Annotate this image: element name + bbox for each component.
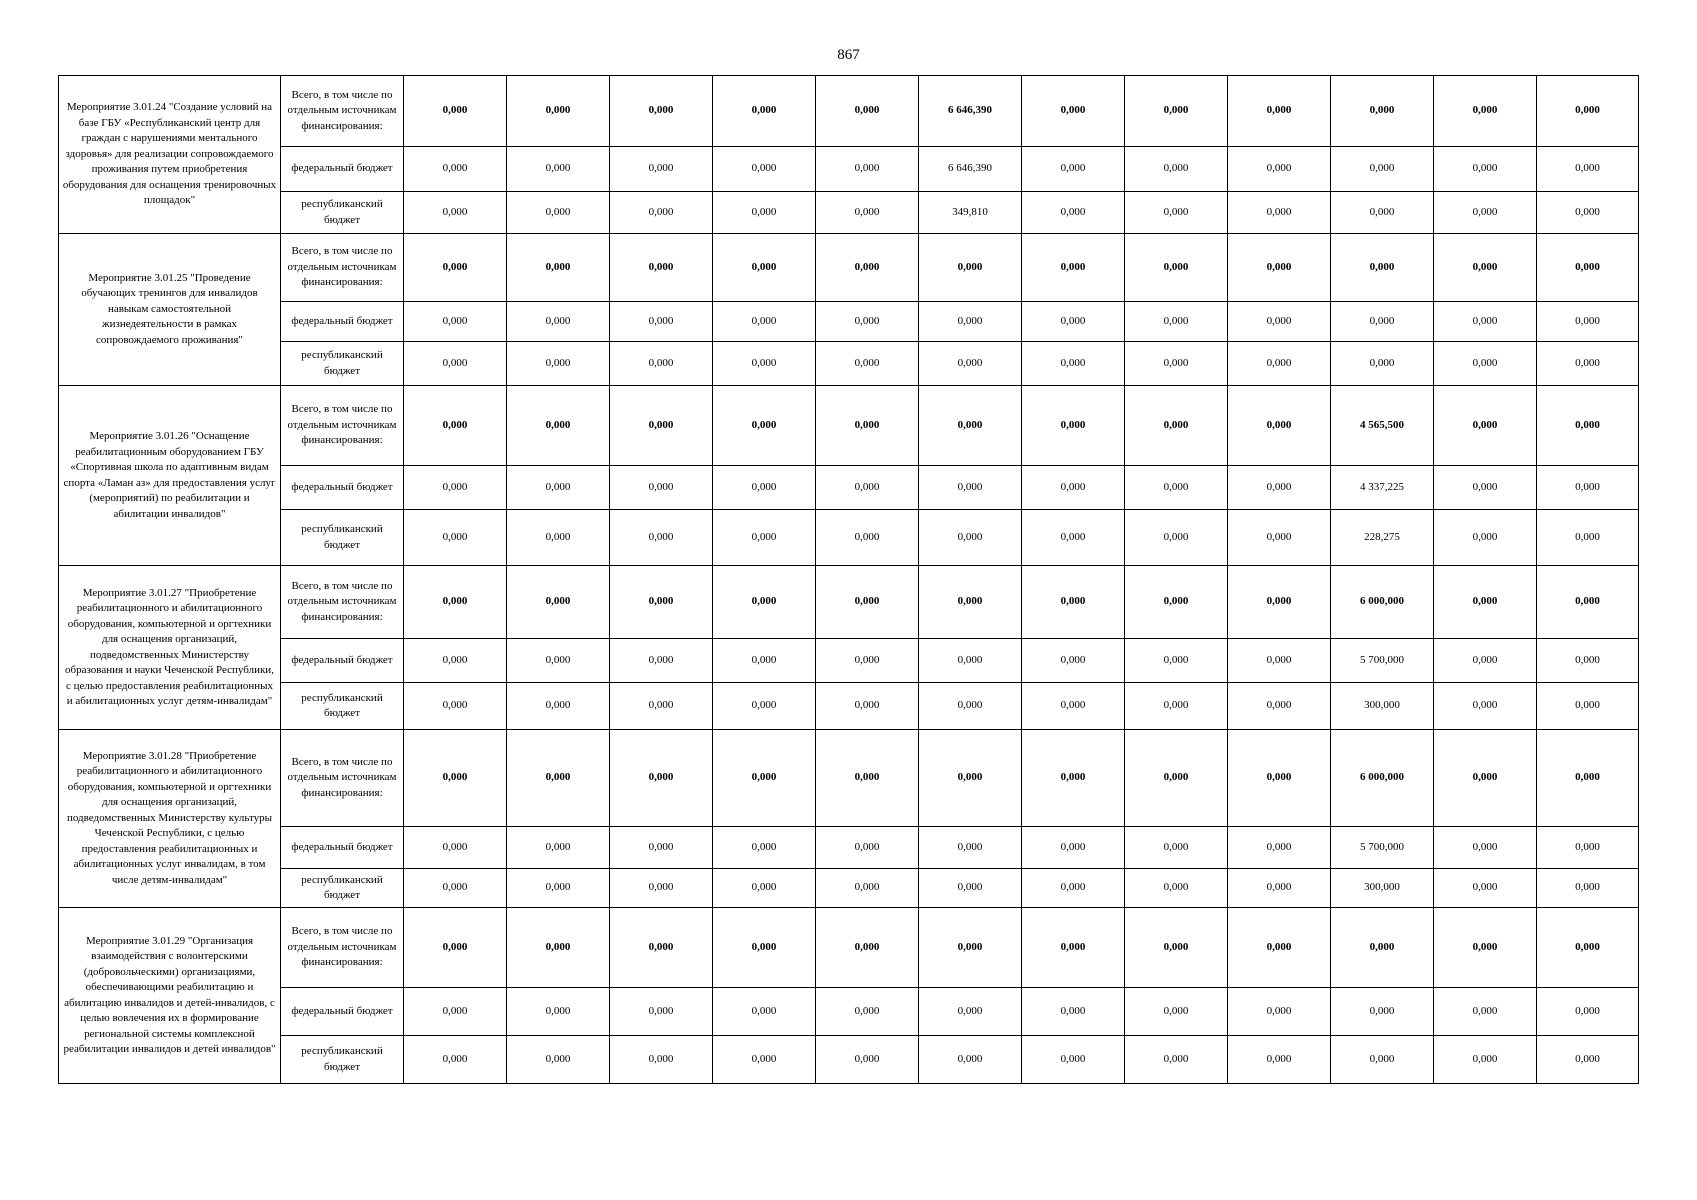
funding-source: Всего, в том числе по отдельным источникам финансирования: [281, 76, 404, 147]
value-cell: 0,000 [507, 76, 610, 147]
value-cell: 0,000 [1331, 1036, 1434, 1084]
value-cell: 0,000 [816, 639, 919, 683]
value-cell: 0,000 [1125, 234, 1228, 302]
value-cell: 0,000 [816, 386, 919, 466]
value-cell: 0,000 [507, 386, 610, 466]
value-cell: 0,000 [1022, 147, 1125, 192]
value-cell: 0,000 [507, 730, 610, 827]
funding-source: республиканский бюджет [281, 510, 404, 566]
funding-source: федеральный бюджет [281, 827, 404, 869]
value-cell: 0,000 [404, 827, 507, 869]
value-cell: 0,000 [1125, 192, 1228, 234]
table-row [59, 466, 1639, 510]
value-cell: 0,000 [507, 869, 610, 908]
value-cell: 0,000 [1228, 192, 1331, 234]
value-cell: 0,000 [610, 192, 713, 234]
value-cell: 0,000 [1228, 908, 1331, 988]
funding-source: федеральный бюджет [281, 466, 404, 510]
value-cell: 0,000 [1434, 192, 1537, 234]
measure-title: Мероприятие 3.01.26 "Оснащение реабилитационным оборудованием ГБУ «Спортивная школа по адаптивным видам спорта «Ламан аз» для предоставления услуг (мероприятий) по реабилитации и абилитации инвалидов" [59, 386, 281, 566]
value-cell: 0,000 [1022, 76, 1125, 147]
value-cell: 0,000 [1022, 908, 1125, 988]
value-cell: 0,000 [1022, 827, 1125, 869]
value-cell: 0,000 [1537, 386, 1639, 466]
value-cell: 0,000 [713, 869, 816, 908]
value-cell: 0,000 [507, 827, 610, 869]
value-cell: 0,000 [610, 869, 713, 908]
value-cell: 0,000 [1228, 76, 1331, 147]
value-cell: 0,000 [1331, 988, 1434, 1036]
value-cell: 0,000 [713, 192, 816, 234]
value-cell: 0,000 [1434, 827, 1537, 869]
table-row [59, 192, 1639, 234]
value-cell: 0,000 [1537, 988, 1639, 1036]
value-cell: 0,000 [1331, 302, 1434, 342]
value-cell: 0,000 [919, 466, 1022, 510]
value-cell: 0,000 [1434, 683, 1537, 730]
value-cell: 0,000 [1434, 386, 1537, 466]
value-cell: 0,000 [713, 908, 816, 988]
value-cell: 0,000 [816, 869, 919, 908]
funding-source: федеральный бюджет [281, 302, 404, 342]
value-cell: 0,000 [507, 234, 610, 302]
value-cell: 0,000 [713, 827, 816, 869]
value-cell: 0,000 [713, 566, 816, 639]
value-cell: 0,000 [816, 342, 919, 386]
funding-source: федеральный бюджет [281, 988, 404, 1036]
value-cell: 0,000 [919, 234, 1022, 302]
value-cell: 0,000 [1228, 827, 1331, 869]
table-row-total [59, 730, 1639, 827]
value-cell: 0,000 [919, 639, 1022, 683]
value-cell: 0,000 [404, 147, 507, 192]
value-cell: 4 565,500 [1331, 386, 1434, 466]
value-cell: 0,000 [1022, 234, 1125, 302]
value-cell: 0,000 [1228, 683, 1331, 730]
table-row [59, 510, 1639, 566]
value-cell: 6 000,000 [1331, 566, 1434, 639]
value-cell: 0,000 [1331, 192, 1434, 234]
value-cell: 0,000 [1022, 302, 1125, 342]
value-cell: 0,000 [404, 386, 507, 466]
value-cell: 6 000,000 [1331, 730, 1434, 827]
value-cell: 0,000 [1434, 869, 1537, 908]
funding-source: Всего, в том числе по отдельным источникам финансирования: [281, 566, 404, 639]
value-cell: 0,000 [1537, 869, 1639, 908]
measure-title: Мероприятие 3.01.29 "Организация взаимодействия с волонтерскими (добровольческими) организациями, обеспечивающими реабилитацию и абилитацию инвалидов и детей-инвалидов, с целью вовлечения их в формирование региональной системы комплексной реабилитации инвалидов и детей инвалидов" [59, 908, 281, 1084]
value-cell: 0,000 [1434, 76, 1537, 147]
value-cell: 0,000 [610, 234, 713, 302]
measure-title: Мероприятие 3.01.24 "Создание условий на базе ГБУ «Республиканский центр для граждан с нарушениями ментального здоровья» для реализации сопровождаемого проживания путем приобретения оборудования для оснащения тренировочных площадок" [59, 76, 281, 234]
value-cell: 0,000 [404, 76, 507, 147]
value-cell: 0,000 [1434, 234, 1537, 302]
value-cell: 0,000 [1125, 1036, 1228, 1084]
value-cell: 0,000 [713, 1036, 816, 1084]
value-cell: 0,000 [816, 466, 919, 510]
table-row-total [59, 76, 1639, 147]
table-row [59, 302, 1639, 342]
value-cell: 0,000 [1537, 639, 1639, 683]
value-cell: 0,000 [1022, 639, 1125, 683]
value-cell: 0,000 [919, 566, 1022, 639]
value-cell: 0,000 [919, 908, 1022, 988]
value-cell: 0,000 [919, 869, 1022, 908]
value-cell: 0,000 [816, 683, 919, 730]
value-cell: 0,000 [1537, 192, 1639, 234]
value-cell: 0,000 [1537, 147, 1639, 192]
value-cell: 0,000 [1228, 466, 1331, 510]
value-cell: 0,000 [610, 510, 713, 566]
value-cell: 0,000 [1125, 566, 1228, 639]
funding-source: республиканский бюджет [281, 1036, 404, 1084]
value-cell: 0,000 [1228, 1036, 1331, 1084]
value-cell: 0,000 [1537, 908, 1639, 988]
table-row-total [59, 908, 1639, 988]
value-cell: 0,000 [1331, 908, 1434, 988]
table-row-total [59, 234, 1639, 302]
value-cell: 0,000 [713, 510, 816, 566]
value-cell: 0,000 [1022, 1036, 1125, 1084]
value-cell: 0,000 [404, 1036, 507, 1084]
measure-title: Мероприятие 3.01.28 "Приобретение реабилитационного и абилитационного оборудования, компьютерной и оргтехники для оснащения организаций, подведомственных Министерству культуры Чеченской Республики, с целью предоставления реабилитационных и абилитационных услуг инвалидам, в том числе детям-инвалидам" [59, 730, 281, 908]
table-row-total [59, 386, 1639, 466]
value-cell: 0,000 [610, 147, 713, 192]
table-row [59, 342, 1639, 386]
page-number: 867 [837, 47, 860, 63]
value-cell: 0,000 [1434, 988, 1537, 1036]
value-cell: 0,000 [507, 342, 610, 386]
measure-title: Мероприятие 3.01.27 "Приобретение реабилитационного и абилитационного оборудования, компьютерной и оргтехники для оснащения организаций, подведомственных Министерству образования и науки Чеченской Республики, с целью предоставления реабилитационных и абилитационных услуг детям-инвалидам" [59, 566, 281, 730]
value-cell: 0,000 [713, 234, 816, 302]
value-cell: 0,000 [919, 342, 1022, 386]
value-cell: 0,000 [1331, 76, 1434, 147]
value-cell: 0,000 [1228, 234, 1331, 302]
value-cell: 0,000 [1228, 510, 1331, 566]
value-cell: 0,000 [1434, 510, 1537, 566]
value-cell: 0,000 [507, 908, 610, 988]
value-cell: 0,000 [404, 908, 507, 988]
measure-title: Мероприятие 3.01.25 "Проведение обучающих тренингов для инвалидов навыкам самостоятельной жизнедеятельности в рамках сопровождаемого проживания" [59, 234, 281, 386]
value-cell: 0,000 [404, 683, 507, 730]
value-cell: 0,000 [1228, 302, 1331, 342]
value-cell: 0,000 [404, 192, 507, 234]
value-cell: 0,000 [919, 510, 1022, 566]
funding-source: федеральный бюджет [281, 639, 404, 683]
value-cell: 0,000 [404, 639, 507, 683]
value-cell: 0,000 [1228, 566, 1331, 639]
table-row [59, 147, 1639, 192]
value-cell: 0,000 [1125, 730, 1228, 827]
value-cell: 0,000 [1228, 386, 1331, 466]
value-cell: 0,000 [1537, 510, 1639, 566]
value-cell: 0,000 [1125, 683, 1228, 730]
value-cell: 0,000 [1022, 730, 1125, 827]
value-cell: 0,000 [1022, 988, 1125, 1036]
value-cell: 0,000 [404, 869, 507, 908]
funding-source: республиканский бюджет [281, 869, 404, 908]
value-cell: 0,000 [816, 192, 919, 234]
value-cell: 0,000 [919, 988, 1022, 1036]
value-cell: 0,000 [610, 466, 713, 510]
value-cell: 0,000 [1125, 386, 1228, 466]
value-cell: 300,000 [1331, 683, 1434, 730]
value-cell: 0,000 [713, 639, 816, 683]
value-cell: 0,000 [1125, 466, 1228, 510]
value-cell: 0,000 [1125, 869, 1228, 908]
value-cell: 0,000 [507, 192, 610, 234]
value-cell: 0,000 [1228, 988, 1331, 1036]
funding-source: республиканский бюджет [281, 683, 404, 730]
table-row [59, 639, 1639, 683]
table-row [59, 827, 1639, 869]
value-cell: 0,000 [1022, 466, 1125, 510]
value-cell: 0,000 [1434, 1036, 1537, 1084]
value-cell: 0,000 [713, 302, 816, 342]
value-cell: 0,000 [1331, 342, 1434, 386]
funding-source: республиканский бюджет [281, 192, 404, 234]
value-cell: 5 700,000 [1331, 827, 1434, 869]
value-cell: 0,000 [1125, 639, 1228, 683]
budget-table [58, 75, 1639, 1084]
value-cell: 0,000 [1434, 466, 1537, 510]
value-cell: 0,000 [713, 466, 816, 510]
value-cell: 0,000 [816, 988, 919, 1036]
value-cell: 0,000 [404, 234, 507, 302]
value-cell: 0,000 [507, 510, 610, 566]
value-cell: 0,000 [919, 827, 1022, 869]
value-cell: 0,000 [713, 147, 816, 192]
value-cell: 0,000 [1537, 827, 1639, 869]
value-cell: 0,000 [1228, 869, 1331, 908]
value-cell: 0,000 [816, 234, 919, 302]
value-cell: 0,000 [507, 466, 610, 510]
value-cell: 0,000 [1022, 342, 1125, 386]
value-cell: 0,000 [404, 342, 507, 386]
value-cell: 0,000 [1022, 386, 1125, 466]
value-cell: 228,275 [1331, 510, 1434, 566]
table-row [59, 988, 1639, 1036]
value-cell: 5 700,000 [1331, 639, 1434, 683]
value-cell: 0,000 [1537, 342, 1639, 386]
value-cell: 0,000 [816, 566, 919, 639]
value-cell: 0,000 [1434, 342, 1537, 386]
funding-source: федеральный бюджет [281, 147, 404, 192]
value-cell: 0,000 [610, 730, 713, 827]
value-cell: 0,000 [713, 683, 816, 730]
value-cell: 0,000 [1537, 1036, 1639, 1084]
value-cell: 0,000 [404, 466, 507, 510]
value-cell: 0,000 [1228, 342, 1331, 386]
value-cell: 4 337,225 [1331, 466, 1434, 510]
value-cell: 0,000 [404, 988, 507, 1036]
funding-source: Всего, в том числе по отдельным источникам финансирования: [281, 234, 404, 302]
value-cell: 0,000 [404, 302, 507, 342]
value-cell: 0,000 [816, 147, 919, 192]
value-cell: 0,000 [1022, 566, 1125, 639]
value-cell: 0,000 [610, 386, 713, 466]
value-cell: 0,000 [1228, 730, 1331, 827]
value-cell: 0,000 [610, 683, 713, 730]
value-cell: 0,000 [404, 566, 507, 639]
funding-source: Всего, в том числе по отдельным источникам финансирования: [281, 386, 404, 466]
value-cell: 0,000 [610, 302, 713, 342]
value-cell: 0,000 [816, 510, 919, 566]
value-cell: 0,000 [1434, 908, 1537, 988]
value-cell: 0,000 [610, 827, 713, 869]
value-cell: 0,000 [1537, 466, 1639, 510]
value-cell: 0,000 [919, 302, 1022, 342]
funding-source: Всего, в том числе по отдельным источникам финансирования: [281, 908, 404, 988]
value-cell: 0,000 [1022, 192, 1125, 234]
value-cell: 0,000 [1125, 908, 1228, 988]
value-cell: 0,000 [919, 1036, 1022, 1084]
value-cell: 0,000 [816, 908, 919, 988]
value-cell: 0,000 [1125, 76, 1228, 147]
value-cell: 0,000 [713, 730, 816, 827]
funding-source: Всего, в том числе по отдельным источникам финансирования: [281, 730, 404, 827]
value-cell: 0,000 [1434, 566, 1537, 639]
value-cell: 0,000 [816, 730, 919, 827]
value-cell: 0,000 [1022, 510, 1125, 566]
value-cell: 0,000 [1434, 302, 1537, 342]
table-row [59, 1036, 1639, 1084]
value-cell: 0,000 [816, 76, 919, 147]
value-cell: 0,000 [1537, 76, 1639, 147]
value-cell: 0,000 [1228, 639, 1331, 683]
value-cell: 0,000 [507, 566, 610, 639]
value-cell: 0,000 [1537, 683, 1639, 730]
value-cell: 0,000 [1022, 869, 1125, 908]
value-cell: 0,000 [1434, 147, 1537, 192]
value-cell: 0,000 [404, 510, 507, 566]
funding-source: республиканский бюджет [281, 342, 404, 386]
value-cell: 0,000 [610, 76, 713, 147]
value-cell: 0,000 [1537, 730, 1639, 827]
value-cell: 6 646,390 [919, 147, 1022, 192]
value-cell: 0,000 [1331, 147, 1434, 192]
value-cell: 0,000 [816, 827, 919, 869]
value-cell: 0,000 [1125, 342, 1228, 386]
value-cell: 0,000 [507, 147, 610, 192]
value-cell: 0,000 [610, 639, 713, 683]
value-cell: 0,000 [1125, 510, 1228, 566]
value-cell: 0,000 [1434, 730, 1537, 827]
value-cell: 0,000 [1537, 234, 1639, 302]
value-cell: 0,000 [1537, 566, 1639, 639]
value-cell: 0,000 [1434, 639, 1537, 683]
value-cell: 0,000 [1125, 302, 1228, 342]
value-cell: 0,000 [1125, 988, 1228, 1036]
value-cell: 0,000 [816, 302, 919, 342]
value-cell: 0,000 [1125, 827, 1228, 869]
table-row-total [59, 566, 1639, 639]
value-cell: 0,000 [713, 988, 816, 1036]
value-cell: 0,000 [713, 342, 816, 386]
value-cell: 0,000 [1537, 302, 1639, 342]
value-cell: 0,000 [1125, 147, 1228, 192]
value-cell: 0,000 [713, 76, 816, 147]
value-cell: 0,000 [610, 908, 713, 988]
value-cell: 300,000 [1331, 869, 1434, 908]
value-cell: 0,000 [610, 1036, 713, 1084]
value-cell: 0,000 [713, 386, 816, 466]
value-cell: 0,000 [507, 639, 610, 683]
table-row [59, 683, 1639, 730]
table-row [59, 869, 1639, 908]
value-cell: 0,000 [507, 1036, 610, 1084]
value-cell: 0,000 [610, 988, 713, 1036]
value-cell: 0,000 [610, 342, 713, 386]
value-cell: 0,000 [507, 302, 610, 342]
value-cell: 0,000 [507, 683, 610, 730]
value-cell: 0,000 [1331, 234, 1434, 302]
value-cell: 0,000 [919, 730, 1022, 827]
value-cell: 0,000 [1228, 147, 1331, 192]
value-cell: 0,000 [507, 988, 610, 1036]
value-cell: 0,000 [1022, 683, 1125, 730]
value-cell: 0,000 [919, 386, 1022, 466]
value-cell: 0,000 [816, 1036, 919, 1084]
value-cell: 0,000 [610, 566, 713, 639]
value-cell: 349,810 [919, 192, 1022, 234]
value-cell: 0,000 [919, 683, 1022, 730]
value-cell: 6 646,390 [919, 76, 1022, 147]
value-cell: 0,000 [404, 730, 507, 827]
table-body [59, 76, 1639, 1084]
